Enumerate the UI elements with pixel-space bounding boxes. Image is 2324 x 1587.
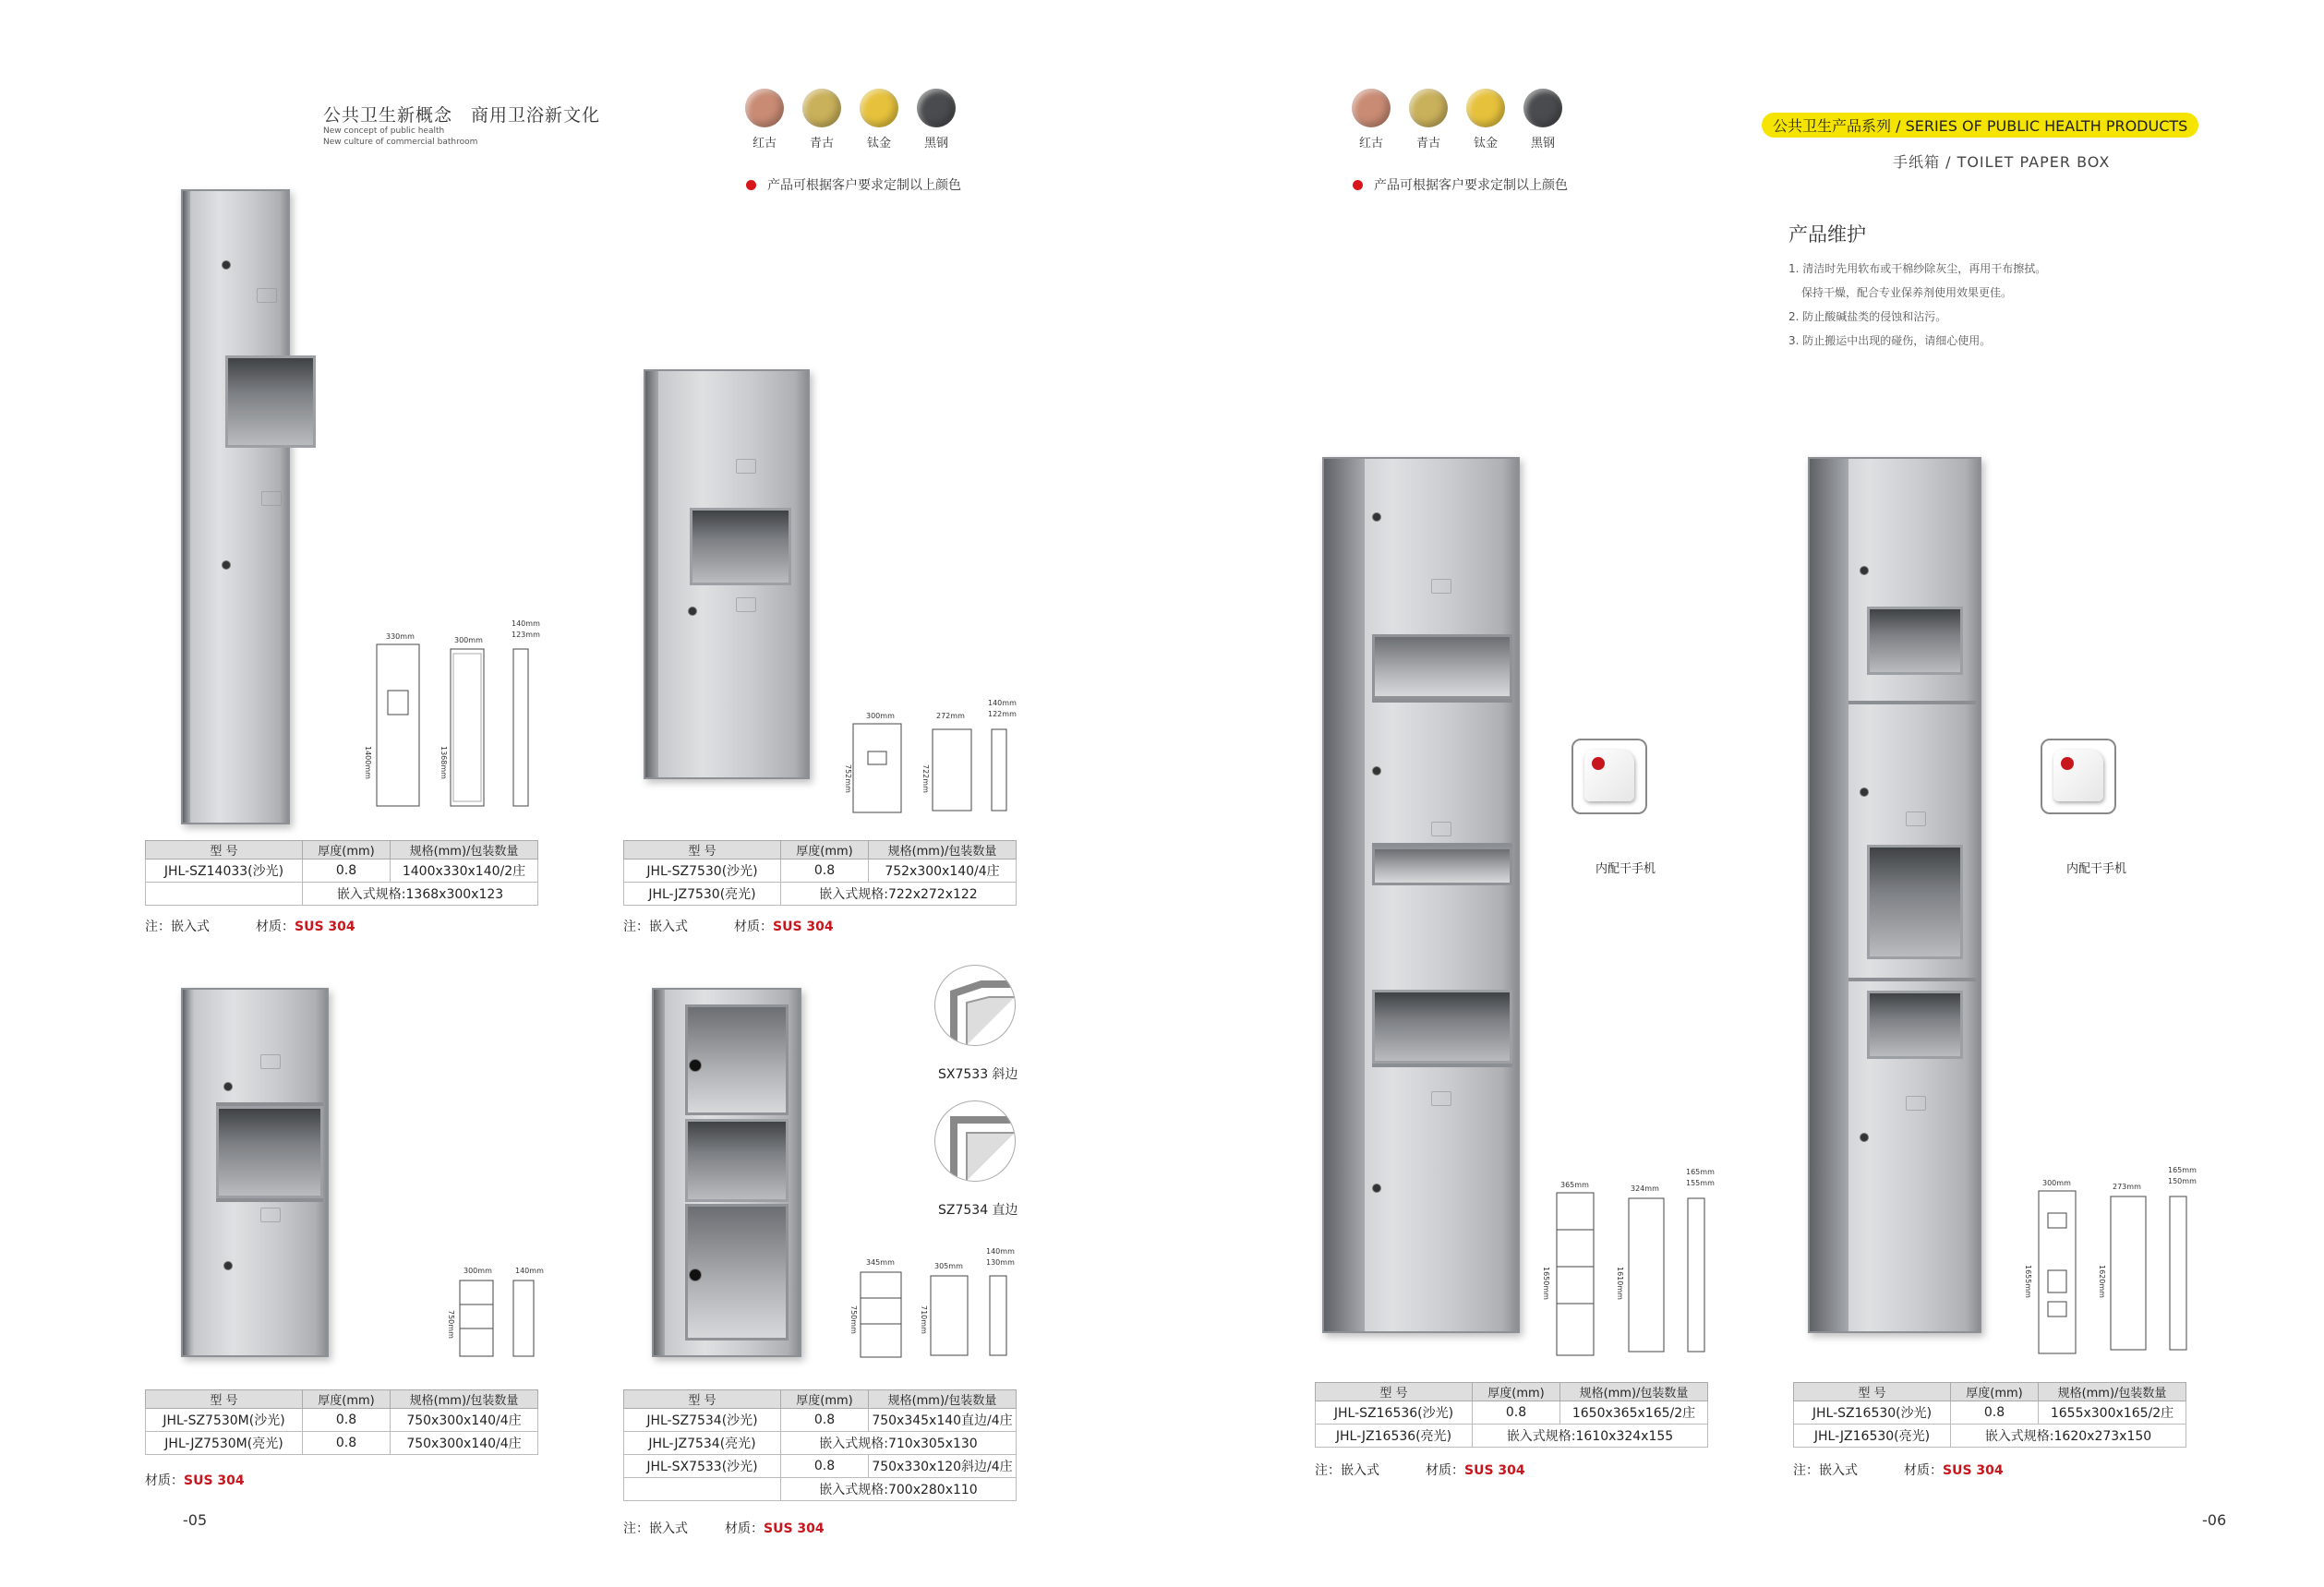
dim-height: 1400mm [364,746,372,779]
svg-text:272mm: 272mm [936,712,965,720]
maintenance-title: 产品维护 [1788,223,1866,246]
slogan-english [323,126,477,148]
product-image-sz16536 [1322,457,1520,1333]
maintenance-list [1788,257,2046,353]
spec-table-p5: 型 号 厚度(mm) 规格(mm)/包装数量 JHL-SZ16536(沙光) 0.8 1650x365x165/2庄 JHL-JZ16536(亮光) 嵌入式规格:1610x324x155 [1315,1382,1708,1448]
spec-table-p4: 型 号 厚度(mm) 规格(mm)/包装数量 JHL-SZ7534(沙光) 0.8 750x345x140直边/4庄 JHL-JZ7534(亮光) 嵌入式规格:710x305x130 JHL-SX7533(沙光) 0.8 750x330x120斜边/4庄 嵌入式规格:700x280x110 [623,1389,1017,1501]
table-row: JHL-JZ7534(亮光) 嵌入式规格:710x305x130 [624,1432,1017,1455]
slogan-english-line-2: New culture of commercial bathroom [323,138,478,147]
edge-sample-bevel [934,965,1016,1046]
dimension-drawing-sz16530 [2018,1163,2203,1359]
svg-text:300mm: 300mm [866,712,895,720]
dimension-drawing-sz14033 [358,617,543,816]
dimension-drawing-sz7534 [848,1246,1023,1365]
swatch-green-antique: 青古 [802,89,841,150]
bullet-icon [746,180,756,190]
dim-inner-width: 300mm [454,636,483,644]
hand-icon [260,1208,281,1222]
svg-text:273mm: 273mm [2113,1183,2141,1191]
series-badge: 公共卫生产品系列 / SERIES OF PUBLIC HEALTH PRODUCTS [1762,113,2198,138]
swatch-green-antique: 青古 [1409,89,1448,150]
svg-text:722mm: 722mm [921,764,930,793]
svg-text:300mm: 300mm [2042,1179,2071,1187]
custom-color-note-right: 产品可根据客户要求定制以上颜色 [1353,175,1568,194]
maintenance-item: 2. 防止酸碱盐类的侵蚀和沾污。 [1788,310,1947,323]
table-row: 嵌入式规格:700x280x110 [624,1478,1017,1501]
hand-dryer-image-p6 [2041,739,2116,814]
edge-sample-straight [934,1100,1016,1182]
page-number-right: -06 [2202,1511,2227,1529]
spec-table-p2: 型 号 厚度(mm) 规格(mm)/包装数量 JHL-SZ7530(沙光) 0.8 752x300x140/4庄 JHL-JZ7530(亮光) 嵌入式规格:722x272x122 [623,840,1017,906]
note-material-p5: 注：嵌入式 材质：SUS 304 [1315,1463,1525,1478]
paper-icon [1906,812,1926,826]
note-material-p2: 注：嵌入式 材质：SUS 304 [623,920,834,934]
swatch-red-antique: 红古 [1352,89,1391,150]
dimension-drawing-sz7530 [842,698,1027,820]
svg-text:305mm: 305mm [934,1262,963,1270]
product-image-sz14033 [181,189,290,824]
svg-text:365mm: 365mm [1560,1181,1589,1189]
product-image-sz16530 [1808,457,1981,1333]
paper-icon [257,288,277,303]
note-material-p1: 注：嵌入式 材质：SUS 304 [145,920,355,934]
hand-dryer-image-p5 [1571,739,1647,814]
svg-text:324mm: 324mm [1631,1184,1659,1193]
svg-text:155mm: 155mm [1686,1179,1715,1187]
category-title: 手纸箱 / TOILET PAPER BOX [1893,153,2111,171]
spec-table-p1: 型 号 厚度(mm) 规格(mm)/包装数量 JHL-SZ14033(沙光) 0.8 1400x330x140/2庄 嵌入式规格:1368x300x123 [145,840,538,906]
dimension-drawing-sz16536 [1536,1165,1721,1361]
hand-icon [261,491,282,506]
material-p3: 材质：SUS 304 [145,1473,245,1488]
svg-text:750mm: 750mm [447,1310,455,1339]
table-row: JHL-JZ7530M(亮光) 0.8 750x300x140/4庄 [146,1432,538,1455]
svg-text:1620mm: 1620mm [2098,1265,2106,1298]
maintenance-item: 3. 防止搬运中出现的碰伤，请细心使用。 [1788,334,1992,347]
maintenance-item: 1. 清洁时先用软布或干棉纱除灰尘，再用干布擦拭。 [1788,262,2047,275]
svg-text:300mm: 300mm [464,1267,492,1275]
color-swatches-right [1352,89,1562,150]
paper-icon [260,1054,281,1069]
custom-color-note-left: 产品可根据客户要求定制以上颜色 [746,175,961,194]
edge-caption-bevel: SX7533 斜边 [938,1067,1018,1082]
svg-text:1610mm: 1610mm [1616,1267,1624,1300]
table-row: JHL-SZ7530M(沙光) 0.8 750x300x140/4庄 [146,1409,538,1432]
svg-text:165mm: 165mm [2168,1166,2197,1174]
table-row: JHL-JZ7530(亮光) 嵌入式规格:722x272x122 [624,883,1017,906]
note-material-p4: 注：嵌入式 材质：SUS 304 [623,1521,825,1536]
hand-dryer-label-p6: 内配干手机 [2066,862,2127,876]
color-swatches-left [745,89,956,150]
svg-text:345mm: 345mm [866,1258,895,1267]
product-image-sz7530m [181,988,329,1357]
dimension-drawing-sz7530m [436,1260,556,1362]
table-row: JHL-JZ16530(亮光) 嵌入式规格:1620x273x150 [1794,1425,2186,1448]
slogan-chinese: 公共卫生新概念 商用卫浴新文化 [323,105,601,126]
table-row: JHL-SZ16536(沙光) 0.8 1650x365x165/2庄 [1316,1401,1708,1425]
svg-text:165mm: 165mm [1686,1168,1715,1176]
table-row: JHL-SX7533(沙光) 0.8 750x330x120斜边/4庄 [624,1455,1017,1478]
dim-inner-depth: 123mm [512,631,540,639]
trash-icon [1431,1091,1451,1106]
dim-inner-height: 1368mm [440,746,448,779]
swatch-titanium-gold: 钛金 [860,89,898,150]
paper-icon [736,459,756,474]
trash-icon [1906,1096,1926,1111]
table-row: 嵌入式规格:1368x300x123 [146,883,538,906]
svg-text:1655mm: 1655mm [2024,1265,2032,1298]
swatch-black-steel: 黑钢 [1523,89,1562,150]
svg-text:150mm: 150mm [2168,1177,2197,1185]
maintenance-item: 保持干燥，配合专业保养剂使用效果更佳。 [1801,286,2013,299]
svg-text:140mm: 140mm [986,1247,1015,1256]
product-image-sz7534 [652,988,801,1357]
svg-text:752mm: 752mm [844,764,852,793]
hand-dryer-label-p5: 内配干手机 [1595,862,1656,876]
slogan-english-line-1: New concept of public health [323,126,445,136]
product-image-sz7530 [644,369,810,779]
table-row: JHL-JZ16536(亮光) 嵌入式规格:1610x324x155 [1316,1425,1708,1448]
svg-text:710mm: 710mm [920,1305,928,1334]
dim-width: 330mm [386,632,415,641]
page-number-left: -05 [183,1511,208,1529]
table-row: JHL-SZ14033(沙光) 0.8 1400x330x140/2庄 [146,860,538,883]
svg-text:122mm: 122mm [988,710,1017,718]
hand-icon [736,597,756,612]
svg-text:140mm: 140mm [515,1267,544,1275]
spec-table-p6: 型 号 厚度(mm) 规格(mm)/包装数量 JHL-SZ16530(沙光) 0.8 1655x300x165/2庄 JHL-JZ16530(亮光) 嵌入式规格:1620x273x150 [1793,1382,2186,1448]
paper-icon [1431,579,1451,594]
note-material-p6: 注：嵌入式 材质：SUS 304 [1793,1463,2004,1478]
table-row: JHL-SZ16530(沙光) 0.8 1655x300x165/2庄 [1794,1401,2186,1425]
spec-table-p3: 型 号 厚度(mm) 规格(mm)/包装数量 JHL-SZ7530M(沙光) 0.8 750x300x140/4庄 JHL-JZ7530M(亮光) 0.8 750x300x140/4庄 [145,1389,538,1455]
edge-caption-straight: SZ7534 直边 [938,1203,1018,1218]
swatch-red-antique: 红古 [745,89,784,150]
svg-text:1650mm: 1650mm [1542,1267,1550,1300]
table-row: JHL-SZ7534(沙光) 0.8 750x345x140直边/4庄 [624,1409,1017,1432]
paper-icon [1431,822,1451,836]
swatch-black-steel: 黑钢 [917,89,956,150]
svg-text:140mm: 140mm [988,699,1017,707]
table-row: JHL-SZ7530(沙光) 0.8 752x300x140/4庄 [624,860,1017,883]
svg-text:750mm: 750mm [849,1305,858,1334]
bullet-icon [1353,180,1363,190]
svg-text:130mm: 130mm [986,1258,1015,1267]
dim-depth: 140mm [512,619,540,628]
swatch-titanium-gold: 钛金 [1466,89,1505,150]
